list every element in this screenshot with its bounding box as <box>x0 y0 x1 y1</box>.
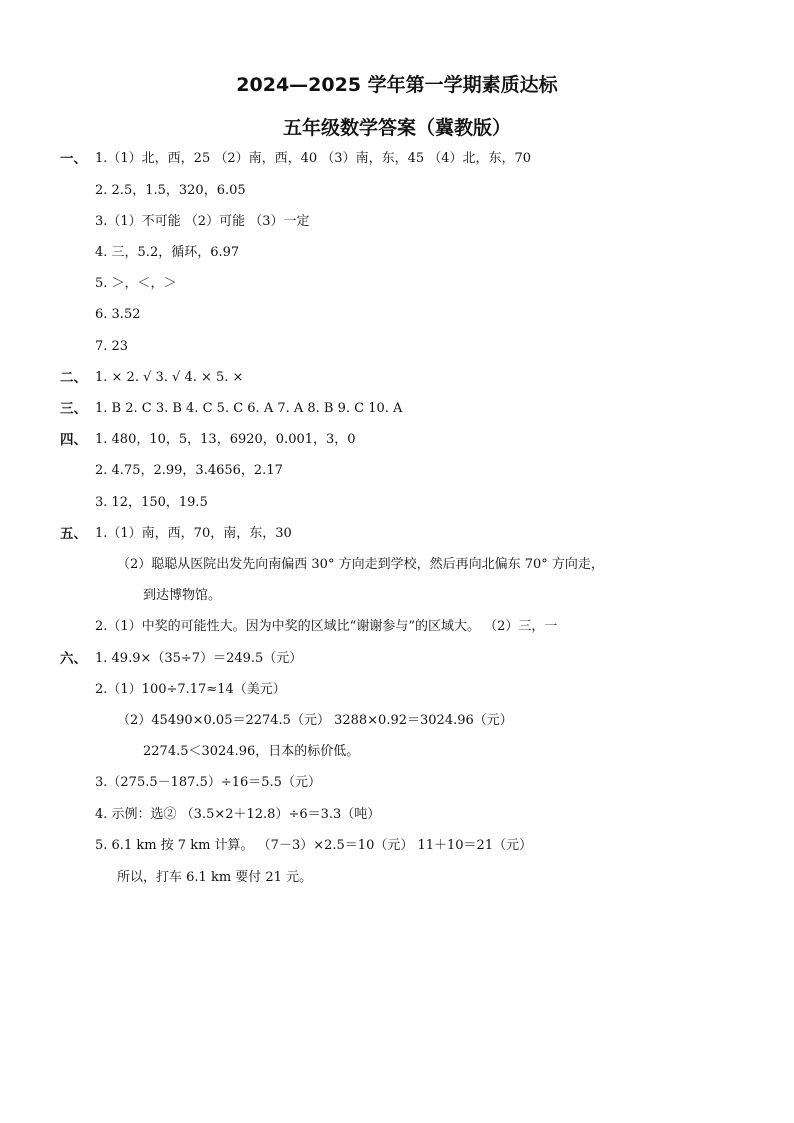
answer-line: 3.（1）不可能 （2）可能 （3）一定 <box>95 214 310 229</box>
answer-line: 2.（1）100÷7.17≈14（美元） <box>95 682 286 697</box>
answer-line: 2.（1）中奖的可能性大。因为中奖的区域比“谢谢参与”的区域大。 （2）三，一 <box>95 619 558 634</box>
answer-line: 1. 49.9×（35÷7）＝249.5（元） <box>95 651 303 666</box>
answer-line: 3.（275.5－187.5）÷16＝5.5（元） <box>95 775 321 790</box>
answer-line: 1. × 2. √ 3. √ 4. × 5. × <box>95 370 244 385</box>
answer-line: 1.（1）南，西，70，南，东，30 <box>95 526 292 541</box>
section-5-label: 五、 <box>60 526 87 542</box>
answer-line: 1. B 2. C 3. B 4. C 5. C 6. A 7. A 8. B 9. C 10. A <box>95 401 403 416</box>
document-subtitle: 五年级数学答案（冀教版） <box>282 117 511 139</box>
section-2-label: 二、 <box>60 370 87 386</box>
answer-line: 7. 23 <box>95 339 129 354</box>
answer-line: 5. 6.1 km 按 7 km 计算。 （7－3）×2.5＝10（元） 11＋10＝21（元） <box>95 838 533 853</box>
answer-line: 所以，打车 6.1 km 要付 21 元。 <box>117 870 313 885</box>
section-4-label: 四、 <box>60 432 87 448</box>
answer-line: 6. 3.52 <box>95 307 141 322</box>
answer-line: 2274.5＜3024.96，日本的标价低。 <box>143 744 360 759</box>
answer-line: 到达博物馆。 <box>143 588 222 603</box>
answer-line: （2）聪聪从医院出发先向南偏西 30° 方向走到学校，然后再向北偏东 70° 方向走， <box>117 557 604 572</box>
answer-line: 1.（1）北，西，25 （2）南，西，40 （3）南，东，45 （4）北，东，70 <box>95 151 532 166</box>
answer-line: （2）45490×0.05＝2274.5（元） 3288×0.92＝3024.96（元） <box>117 713 513 728</box>
section-3-label: 三、 <box>60 401 87 417</box>
answer-line: 1. 480，10，5，13，6920，0.001，3，0 <box>95 432 356 447</box>
answer-line: 4. 三，5.2，循环，6.97 <box>95 245 240 260</box>
answer-line: 5. ＞，＜，＞ <box>95 276 177 291</box>
answer-line: 4. 示例：选② （3.5×2＋12.8）÷6＝3.3（吨） <box>95 807 381 822</box>
answer-line: 2. 4.75，2.99，3.4656，2.17 <box>95 463 283 478</box>
answer-line: 3. 12，150，19.5 <box>95 495 208 510</box>
section-6-label: 六、 <box>60 651 87 667</box>
document-title: 2024—2025 学年第一学期素质达标 <box>236 74 558 96</box>
section-1-label: 一、 <box>60 151 87 167</box>
answer-line: 2. 2.5，1.5，320，6.05 <box>95 183 246 198</box>
